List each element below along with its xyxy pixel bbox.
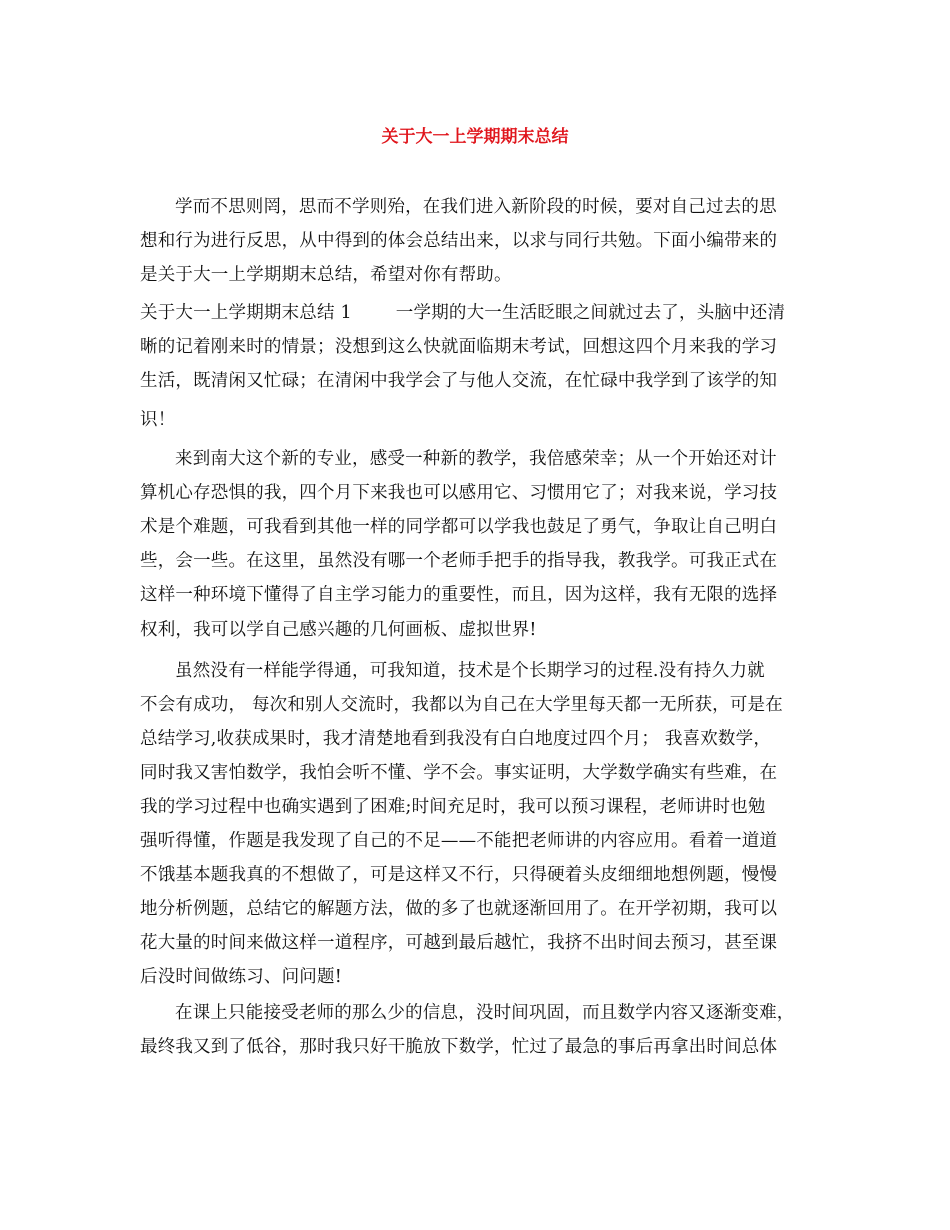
paragraph-line: 术是个难题，可我看到其他一样的同学都可以学我也鼓足了勇气，争取让自己明白 (140, 517, 778, 537)
paragraph-line: 生活，既清闲又忙碌；在清闲中我学会了与他人交流，在忙碌中我学到了该学的知 (140, 371, 778, 391)
section-heading-line (140, 300, 785, 326)
paragraph-line: 来到南大这个新的专业，感受一种新的教学，我倍感荣幸；从一个开始还对计 (175, 449, 777, 469)
paragraph-line: 想和行为进行反思，从中得到的体会总结出来，以求与同行共勉。下面小编带来的 (140, 231, 778, 251)
paragraph-line: 算机心存恐惧的我，四个月下来我也可以感用它、习惯用它了；对我来说，学习技 (140, 483, 778, 503)
paragraph-line: 我的学习过程中也确实遇到了困难;时间充足时，我可以预习课程，老师讲时也勉 (140, 797, 766, 817)
paragraph-line: 在课上只能接受老师的那么少的信息，没时间巩固，而且数学内容又逐渐变难， (175, 1003, 795, 1023)
paragraph-line: 学而不思则罔，思而不学则殆，在我们进入新阶段的时候，要对自己过去的思 (175, 197, 777, 217)
paragraph-line: 花大量的时间来做这样一道程序，可越到最后越忙，我挤不出时间去预习，甚至课 (140, 933, 778, 953)
paragraph-line: 这样一种环境下懂得了自主学习能力的重要性，而且，因为这样，我有无限的选择 (140, 585, 778, 605)
section-heading: 关于大一上学期期末总结 1 (140, 303, 352, 323)
paragraph-line: 最终我又到了低谷，那时我只好干脆放下数学，忙过了最急的事后再拿出时间总体 (140, 1037, 778, 1057)
paragraph-line: 强听得懂，作题是我发现了自己的不足——不能把老师讲的内容应用。看着一道道 (140, 831, 778, 851)
document-title: 关于大一上学期期末总结 (381, 127, 569, 147)
paragraph-line: 不饿基本题我真的不想做了，可是这样又不行，只得硬着头皮细细地想例题，慢慢 (140, 865, 778, 885)
paragraph-text: 一学期的大一生活眨眼之间就过去了，头脑中还清 (395, 303, 786, 323)
paragraph-line: 些，会一些。在这里，虽然没有哪一个老师手把手的指导我，教我学。可我正式在 (140, 551, 778, 571)
paragraph-line: 不会有成功， 每次和别人交流时，我都以为自己在大学里每天都一无所获，可是在 (140, 695, 783, 715)
paragraph-line: 虽然没有一样能学得通，可我知道，技术是个长期学习的过程.没有持久力就 (175, 661, 765, 681)
paragraph-line: 识！ (140, 410, 176, 430)
paragraph-line: 地分析例题，总结它的解题方法，做的多了也就逐渐回用了。在开学初期，我可以 (140, 899, 778, 919)
paragraph-line: 晰的记着刚来时的情景；没想到这么快就面临期末考试，回想这四个月来我的学习 (140, 337, 778, 357)
paragraph-line: 后没时间做练习、问问题! (140, 967, 342, 987)
paragraph-line: 权利，我可以学自己感兴趣的几何画板、虚拟世界! (140, 620, 537, 640)
paragraph-line: 同时我又害怕数学，我怕会听不懂、学不会。事实证明，大学数学确实有些难，在 (140, 763, 778, 783)
paragraph-line: 是关于大一上学期期末总结，希望对你有帮助。 (140, 265, 512, 285)
paragraph-line: 总结学习,收获成果时，我才清楚地看到我没有白白地度过四个月； 我喜欢数学， (140, 729, 772, 749)
